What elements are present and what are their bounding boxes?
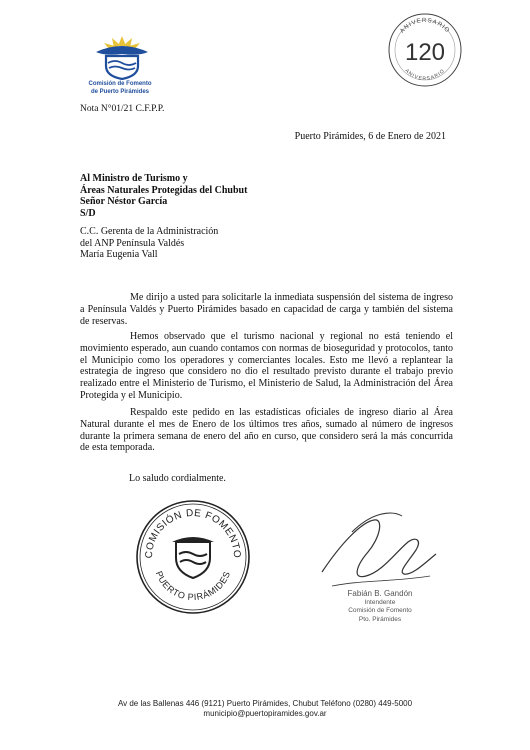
- date-line: Puerto Pirámides, 6 de Enero de 2021: [294, 131, 446, 142]
- signer-block: [330, 590, 430, 624]
- anniversary-top-text: ANIVERSARIO: [399, 17, 451, 35]
- closing-line: Lo saludo cordialmente.: [129, 473, 226, 484]
- org-logo-caption: [70, 80, 170, 96]
- body-paragraph-2: Hemos observado que el turismo nacional y regional no está teniendo el movimiento esperado, aun cuando contamos con normas de bioseguridad y protocolos, tanto el Municipio como los operadores y comerciantes locales. Esto me llevó a replantear la estrategia de ingreso que considero no dio el resultado previsto durante el trabajo previo realizado entre el Ministerio de Turismo, el Ministerio de Salud, la Administración del Área Protegida y el Municipio.: [80, 331, 453, 401]
- anniversary-badge: [385, 10, 465, 90]
- cc-line: C.C. Gerenta de la Administración: [80, 226, 219, 237]
- signer-name: Fabián B. Gandón: [347, 589, 413, 598]
- cc-line: del ANP Península Valdés: [80, 237, 185, 249]
- seal-top-text: COMISIÓN DE FOMENTO: [143, 507, 243, 559]
- anniversary-number: 120: [404, 39, 446, 66]
- addressee-block: [80, 173, 247, 219]
- footer-email: municipio@puertopiramides.gov.ar: [203, 709, 327, 718]
- note-number: Nota N°01/21 C.F.P.P.: [80, 104, 165, 114]
- body-paragraph-3: Respaldo este pedido en las estadísticas oficiales de ingreso diario al Área Natural durante el mes de Enero de los últimos tres años, sumado al número de ingresos durante la primera semana de enero del año en curso, que considero será la más concurrida de esta temporada.: [80, 407, 453, 454]
- handwritten-signature: [312, 502, 442, 598]
- footer-address: Av de las Ballenas 446 (9121) Puerto Pirámides, Chubut Teléfono (0280) 449-5000: [117, 699, 413, 708]
- svg-text:PUERTO PIRÁMIDES: [154, 570, 232, 603]
- addressee-line: Al Ministro de Turismo y: [80, 173, 188, 184]
- seal-bottom-text: PUERTO PIRÁMIDES: [153, 569, 233, 603]
- org-name-line1: Comisión de Fomento: [88, 81, 152, 87]
- body-paragraph-1: Me dirijo a usted para solicitarle la inmediata suspensión del sistema de ingreso a Península Valdés y Puerto Pirámides basado en capacidad de carga y también del sistema de reservas.: [80, 292, 453, 327]
- signer-org-line2: Pto. Pirámides: [358, 615, 402, 623]
- addressee-line: Áreas Naturales Protegidas del Chubut: [80, 184, 248, 196]
- official-seal-stamp: [134, 498, 252, 616]
- anniversary-bottom-text: ANIVERSARIO: [403, 67, 447, 83]
- svg-text:ANIVERSARIO: [399, 18, 450, 35]
- svg-text:ANIVERSARIO: [404, 68, 447, 82]
- cc-block: [80, 226, 218, 261]
- signer-title: Intendente: [364, 598, 396, 606]
- svg-text:COMISIÓN DE FOMENTO: [144, 508, 242, 559]
- cc-line: María Eugenia Vall: [80, 249, 158, 260]
- addressee-line: Señor Néstor García: [80, 196, 168, 207]
- org-name-line2: de Puerto Pirámides: [90, 89, 150, 95]
- addressee-line: S/D: [80, 207, 96, 219]
- signer-org-line1: Comisión de Fomento: [348, 607, 412, 614]
